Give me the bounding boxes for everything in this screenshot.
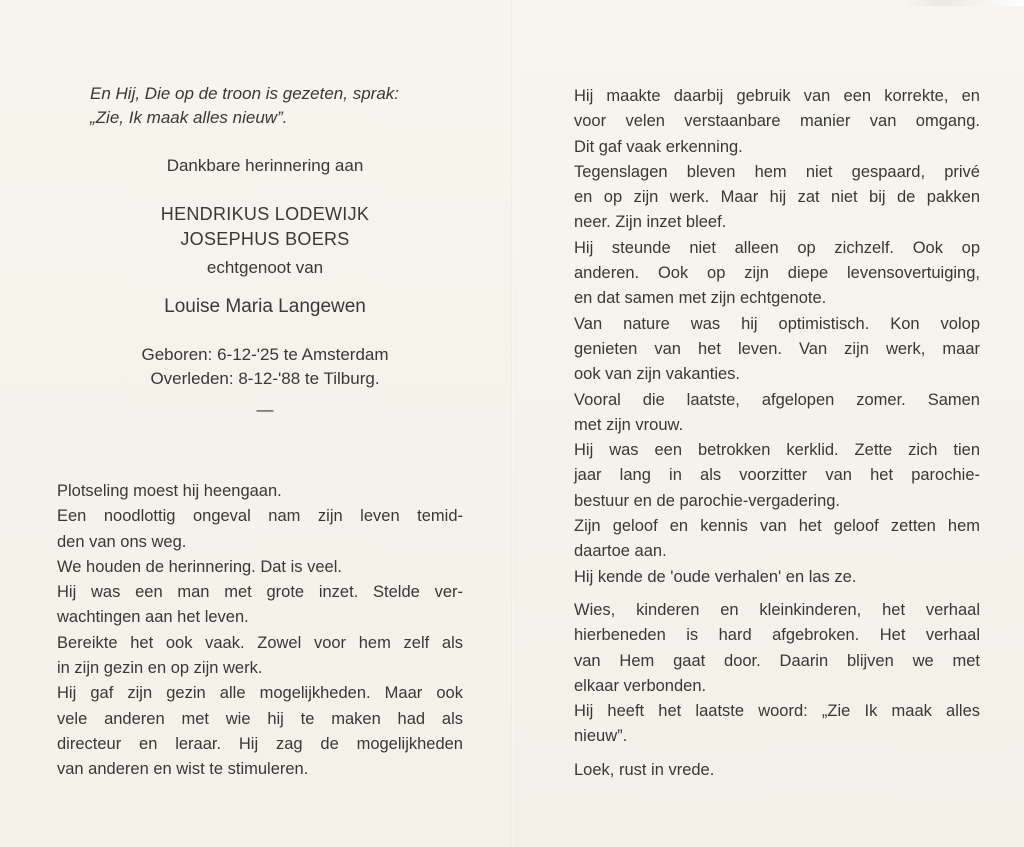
text-line: en op zijn werk. Maar hij zat niet bij de pakken [574, 188, 980, 207]
bible-quote [90, 82, 470, 130]
dedication: Dankbare herinnering aan [166, 156, 364, 175]
text-line: wachtingen aan het leven. [57, 608, 249, 627]
text-line: We houden de herinnering. Dat is veel. [57, 557, 342, 576]
born-line: Geboren: 6-12-'25 te Amsterdam [141, 345, 389, 364]
text-line: Bereikte het ook vaak. Zowel voor hem zelf als [57, 633, 463, 652]
text-line: Plotseling moest hij heengaan. [57, 482, 282, 500]
text-line: ook van zijn vakanties. [574, 365, 741, 384]
text-line: Hij kende de 'oude verhalen' en las ze. [574, 567, 857, 586]
paragraph-gap [574, 590, 980, 598]
text-line: van Hem gaat door. Daarin blijven we met [574, 651, 980, 670]
text-line: vele anderen met wie hij te maken had als [57, 709, 463, 728]
text-line: van anderen en wist te stimuleren. [57, 760, 309, 779]
text-line: genieten van het leven. Van zijn werk, maar [574, 339, 980, 358]
name-line: HENDRIKUS LODEWIJK [160, 204, 370, 224]
text-line: Zijn geloof en kennis van het geloof zetten hem [574, 517, 980, 536]
paragraph-gap [574, 750, 980, 758]
text-line: Hij steunde niet alleen op zichzelf. Ook op [574, 238, 980, 257]
text-line: hierbeneden is hard afgebroken. Het verhaal [574, 626, 980, 645]
spouse-label: echtgenoot van [206, 258, 324, 277]
text-line: Een noodlottig ongeval nam zijn leven temid- [57, 507, 463, 526]
text-line: nieuw”. [574, 727, 628, 746]
spouse-name: Louise Maria Langewen [164, 296, 366, 317]
text-line: Hij heeft het laatste woord: „Zie Ik maak alles [574, 702, 980, 721]
text-line: Wies, kinderen en kleinkinderen, het verhaal [574, 600, 980, 619]
text-line: elkaar verbonden. [574, 676, 707, 695]
text-line: Hij was een man met grote inzet. Stelde ver- [57, 583, 463, 602]
right-body-text [574, 84, 980, 783]
text-line: den van ons weg. [57, 532, 187, 551]
text-line: bestuur en de parochie-vergadering. [574, 491, 841, 510]
text-line: Hij maakte daarbij gebruik van een korrekte, en [574, 87, 980, 105]
text-line: Hij was een betrokken kerklid. Zette zich tien [574, 441, 980, 460]
left-body-text [57, 479, 463, 783]
text-line: directeur en leraar. Hij zag de mogelijkheden [57, 734, 463, 753]
text-line: in zijn gezin en op zijn werk. [57, 659, 263, 678]
died-line: Overleden: 8-12-'88 te Tilburg. [150, 369, 380, 388]
text-line: jaar lang in als voorzitter van het parochie- [574, 466, 980, 485]
text-line: Van nature was hij optimistisch. Kon volop [574, 314, 980, 333]
corner-edge [904, 0, 1024, 6]
quote-line: En Hij, Die op de troon is gezeten, sprak: [90, 84, 399, 103]
card-fold [511, 0, 513, 847]
text-line: Vooral die laatste, afgelopen zomer. Samen [574, 390, 980, 409]
text-line: daartoe aan. [574, 542, 667, 561]
name-line: JOSEPHUS BOERS [180, 229, 350, 249]
text-line: anderen. Ook op zijn diepe levensovertuiging, [574, 264, 980, 283]
text-line: Dit gaf vaak erkenning. [574, 137, 743, 156]
life-dates [80, 343, 450, 391]
text-line: met zijn vrouw. [574, 415, 684, 434]
separator-dash: — [256, 400, 274, 419]
deceased-name [80, 202, 450, 252]
text-line: neer. Zijn inzet bleef. [574, 213, 727, 232]
closing-line: Loek, rust in vrede. [574, 760, 715, 779]
text-line: voor velen verstaanbare manier van omgang. [574, 112, 980, 131]
quote-line: „Zie, Ik maak alles nieuw”. [90, 108, 288, 127]
text-line: Hij gaf zijn gezin alle mogelijkheden. Maar ook [57, 684, 463, 703]
text-line: Tegenslagen bleven hem niet gespaard, privé [574, 162, 980, 181]
text-line: en dat samen met zijn echtgenote. [574, 289, 827, 308]
